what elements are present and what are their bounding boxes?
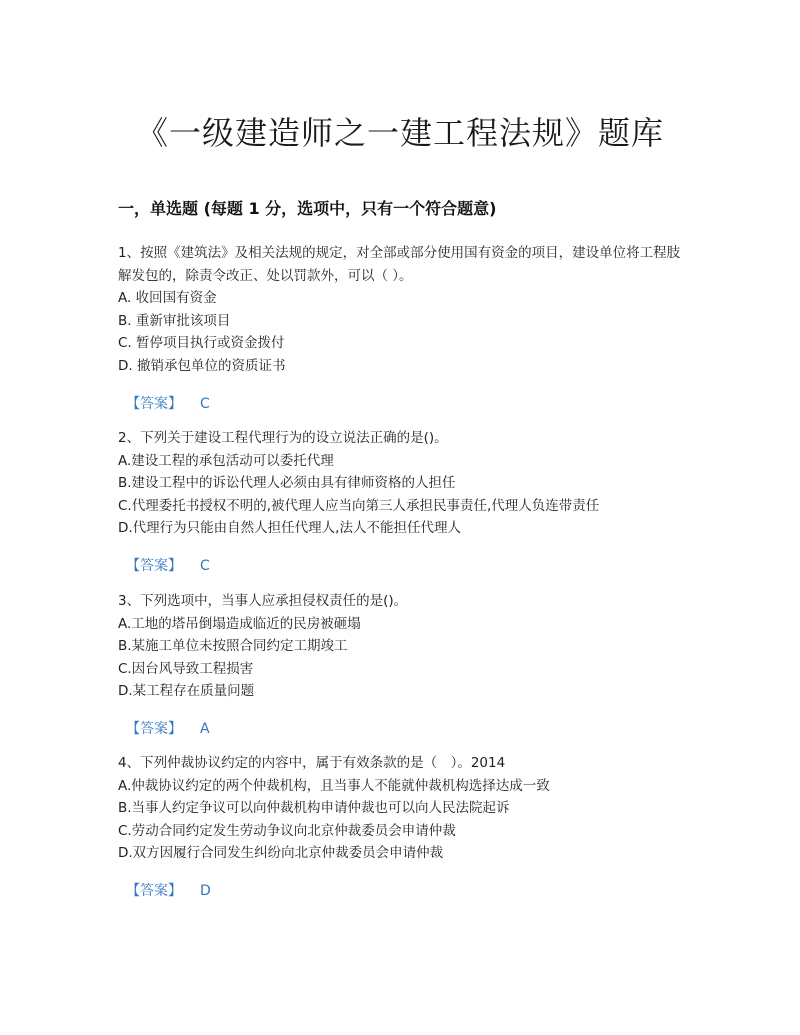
question-stem: 1、按照《建筑法》及相关法规的规定，对全部或部分使用国有资金的项目，建设单位将工程肢解发包的，除责令改正、处以罚款外，可以（ ）。: [118, 245, 681, 284]
option-c: C. 暂停项目执行或资金拨付: [118, 335, 285, 351]
option-c: C.代理委托书授权不明的,被代理人应当向第三人承担民事责任,代理人负连带责任: [118, 497, 600, 514]
option-a: A.建设工程的承包活动可以委托代理: [118, 452, 334, 469]
option-b: B.当事人约定争议可以向仲裁机构申请仲裁也可以向人民法院起诉: [118, 800, 510, 816]
question-2: [118, 427, 682, 540]
answer-2: [126, 555, 210, 575]
option-a: A.工地的塔吊倒塌造成临近的民房被砸塌: [118, 615, 361, 632]
answer-value: C: [200, 396, 210, 412]
question-stem: 3、下列选项中，当事人应承担侵权责任的是()。: [118, 593, 408, 609]
answer-4: [126, 880, 211, 900]
option-d: D.双方因履行合同发生纠纷向北京仲裁委员会申请仲裁: [118, 845, 444, 861]
section-heading: 一，单选题 (每题 1 分，选项中，只有一个符合题意): [118, 199, 497, 218]
question-1: [118, 242, 682, 377]
answer-value: A: [200, 721, 210, 737]
option-c: C.劳动合同约定发生劳动争议向北京仲裁委员会申请仲裁: [118, 822, 456, 839]
answer-1: [126, 393, 210, 413]
option-a: A. 收回国有资金: [118, 290, 217, 306]
answer-label: 【答案】: [126, 396, 182, 412]
option-b: B. 重新审批该项目: [118, 312, 231, 329]
question-3: [118, 590, 682, 703]
option-c: C.因台风导致工程损害: [118, 660, 254, 677]
option-d: D.代理行为只能由自然人担任代理人,法人不能担任代理人: [118, 520, 461, 536]
option-d: D.某工程存在质量问题: [118, 683, 255, 699]
answer-value: C: [200, 558, 210, 574]
question-4: [118, 752, 682, 865]
question-stem: 2、下列关于建设工程代理行为的设立说法正确的是()。: [118, 430, 448, 446]
answer-label: 【答案】: [126, 883, 182, 899]
document-title: 《一级建造师之一建工程法规》题库: [135, 114, 664, 152]
answer-3: [126, 718, 210, 738]
option-a: A.仲裁协议约定的两个仲裁机构，且当事人不能就仲裁机构选择达成一致: [118, 777, 550, 794]
question-stem: 4、下列仲裁协议约定的内容中，属于有效条款的是（ ）。2014: [118, 755, 506, 771]
answer-label: 【答案】: [126, 558, 182, 574]
answer-label: 【答案】: [126, 721, 182, 737]
option-b: B.某施工单位未按照合同约定工期竣工: [118, 638, 348, 654]
option-d: D. 撤销承包单位的资质证书: [118, 357, 286, 374]
answer-value: D: [200, 883, 211, 899]
option-b: B.建设工程中的诉讼代理人必须由具有律师资格的人担任: [118, 475, 456, 491]
